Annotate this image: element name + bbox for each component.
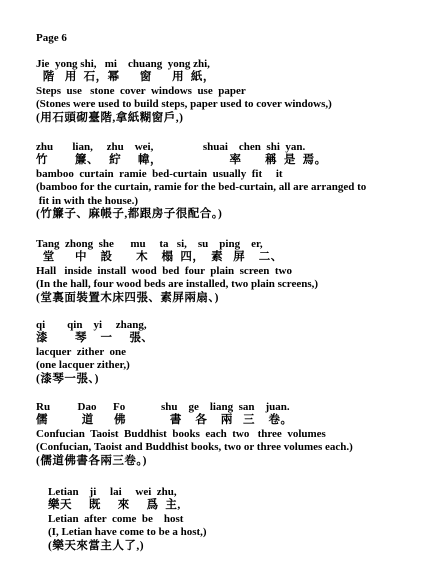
gloss-line: Steps use stone cover windows use paper (36, 84, 246, 97)
hanzi-line: 堂 中 設 木 榻 四， 素 屏 二、 (36, 251, 283, 264)
chinese-translation-line: (用石頭砌臺階,拿紙糊窗戶,) (36, 111, 184, 124)
gloss-line: Confucian Taoist Buddhist books each two three volumes (36, 427, 326, 440)
translation-line: (I, Letian have come to be a host,) (48, 526, 207, 539)
hanzi-line: 階 用 石，幂 窗 用 紙， (36, 71, 215, 84)
hanzi-line: 竹 簾、 紵 幃， 率 稱 是 焉。 (36, 154, 327, 167)
hanzi-line: 漆 琴 一 張、 (36, 332, 154, 345)
gloss-line: Hall inside install wood bed four plain screen two (36, 264, 292, 277)
gloss-line: Letian after come be host (48, 512, 184, 525)
translation-line: (bamboo for the curtain, ramie for the bed-curtain, all are arranged to fit in with the house.) (36, 181, 367, 207)
gloss-line: bamboo curtain ramie bed-curtain usually fit it (36, 167, 283, 180)
chinese-translation-line: (樂天來當主人了,) (48, 539, 145, 552)
translation-line: (one lacquer zither,) (36, 359, 130, 372)
stanza-host (48, 486, 425, 553)
pinyin-line: Ru Dao Fo shu ge liang san juan. (36, 401, 290, 413)
chinese-translation-line: (儒道佛書各兩三卷。) (36, 454, 147, 467)
pinyin-line: qi qin yi zhang, (36, 319, 147, 331)
page-label: Page 6 (36, 32, 67, 44)
hanzi-line: 樂天 既 來 爲 主, (48, 499, 181, 512)
stanza-steps (36, 58, 416, 125)
translation-line: (Stones were used to build steps, paper used to cover windows,) (36, 98, 332, 111)
stanza-books (36, 401, 416, 468)
hanzi-line: 儒 道 佛 書 各 兩 三 卷。 (36, 414, 293, 427)
chinese-translation-line: (竹簾子、麻帳子,都跟房子很配合。) (36, 207, 223, 220)
translation-line: (In the hall, four wood beds are installed, two plain screens,) (36, 278, 319, 291)
translation-line: (Confucian, Taoist and Buddhist books, two or three volumes each.) (36, 441, 353, 454)
pinyin-line: Tang zhong she mu ta si, su ping er, (36, 238, 263, 250)
stanza-hall (36, 238, 416, 305)
chinese-translation-line: (漆琴一張、) (36, 372, 99, 385)
pinyin-line: Letian ji lai wei zhu, (48, 486, 177, 498)
chinese-translation-line: (堂裏面裝置木床四張、素屏兩扇、) (36, 291, 219, 304)
pinyin-line: zhu lian, zhu wei, shuai chen shi yan. (36, 141, 306, 153)
gloss-line: lacquer zither one (36, 345, 127, 358)
stanza-zither (36, 319, 416, 386)
pinyin-line: Jie yong shi, mi chuang yong zhi, (36, 58, 210, 70)
stanza-bamboo (36, 141, 416, 221)
